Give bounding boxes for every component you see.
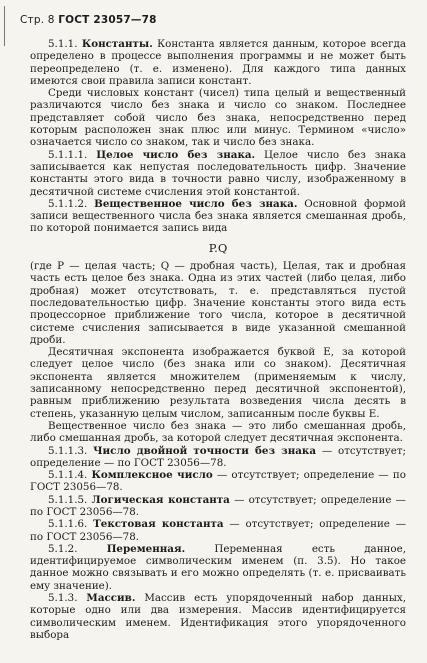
paragraph <box>30 494 406 519</box>
paragraph <box>30 87 406 148</box>
clause-term: Массив. <box>86 592 136 605</box>
clause-term: Целое число без знака. <box>96 148 256 161</box>
clause-text: Целое число без знака записывается как непустая последовательность цифр. Значение константы этого вида в точности равно числу, изображенному в десятичной системе счисления этой константой. <box>30 148 406 198</box>
paragraph <box>30 543 406 592</box>
formula: P.Q <box>208 240 228 255</box>
paragraph <box>30 518 406 543</box>
clause-text: — отсутствует; определение — по ГОСТ 23056—78. <box>30 469 406 494</box>
clause-text: Вещественное число без знака — это либо смешанная дробь, либо смешанная дробь, за которой следует десятичная экспонента. <box>30 419 406 445</box>
clause-term: Вещественное число без знака. <box>94 197 298 210</box>
clause-term: Комплексное число <box>91 469 213 482</box>
page-label: Стр. 8 <box>20 14 55 26</box>
clause-term: Число двойной точности без знака <box>93 444 317 457</box>
clause-text: (где P — целая часть; Q — дробная часть), Целая, так и дробная часть есть целое без знака. Одна из этих частей (либо целая, либо дробная) может отсутствовать, т. е. представляться пустой последовательностью цифр. Значение константы этого вида есть процессорное приближение того числа, которое в десятичной системе счисления записывается в виде указанной смешанной дроби. <box>30 260 406 346</box>
clause-number: 5.1.1.5. <box>48 493 88 506</box>
clause-number: 5.1.3. <box>48 592 78 605</box>
paragraph <box>30 38 406 87</box>
clause-text: Десятичная экспонента изображается буквой E, за которой следует целое число (без знака или со знаком). Десятичная экспонента является множителем (применяемым к числу, записанному непосредственно перед десятичной экспонентой), равным приближению результата возведения числа десять в степень, указанную целым числом, записанным после буквы E. <box>30 346 406 420</box>
clause-number: 5.1.1.2. <box>48 197 88 210</box>
paragraph <box>30 420 406 445</box>
page-header <box>20 14 157 26</box>
margin-bracket <box>4 6 8 46</box>
paragraph <box>30 149 406 198</box>
clause-term: Текстовая константа <box>93 518 224 531</box>
paragraph <box>30 469 406 494</box>
paragraph <box>30 445 406 470</box>
paragraph <box>30 346 406 420</box>
clause-text: Массив есть упорядоченный набор данных, которые одно или два измерения. Массив идентифицируется символическим именем. Идентификация этого упорядоченного выбора <box>30 592 406 641</box>
clause-text: Переменная есть данное, идентифицируемое символическим именем (п. 3.5). Но такое данное можно связывать и его можно определять (т. е. присваивать ему значение). <box>30 542 406 592</box>
paragraph <box>30 198 406 235</box>
clause-number: 5.1.1.3. <box>48 444 88 457</box>
document-body <box>30 38 406 641</box>
clause-number: 5.1.1.4. <box>48 469 88 482</box>
standard-number: ГОСТ 23057—78 <box>58 14 157 26</box>
clause-term: Константы. <box>81 38 153 50</box>
clause-number: 5.1.1.6. <box>48 518 88 531</box>
clause-text: — отсутствует; определение — по ГОСТ 23056—78. <box>30 444 406 469</box>
clause-text: Среди числовых констант (чисел) типа целый и вещественный различаются число без знака и число со знаком. Последнее представляет собой число без знака, непосредственно перед которым расположен знак плюс или минус. Термином «число» означается число со знаком, так и число без знака. <box>30 87 406 149</box>
clause-number: 5.1.1. <box>48 38 78 50</box>
clause-number: 5.1.1.1. <box>48 148 88 161</box>
clause-text: Основной формой записи вещественного числа без знака является смешанная дробь, по которой понимается запись вида <box>30 197 406 235</box>
paragraph <box>30 260 406 346</box>
paragraph <box>30 592 406 641</box>
clause-term: Логическая константа <box>91 493 230 506</box>
clause-text: — отсутствует; определение — по ГОСТ 23056—78. <box>30 493 406 518</box>
clause-text: Константа является данным, которое всегда определено в процессе выполнения программы и не может быть переопределено (т. е. изменено). Для каждого типа данных имеются свои правила записи констант. <box>30 38 406 87</box>
clause-text: — отсутствует; определение — по ГОСТ 23056—78. <box>30 518 406 543</box>
clause-term: Переменная. <box>106 542 186 555</box>
clause-number: 5.1.2. <box>48 542 78 555</box>
